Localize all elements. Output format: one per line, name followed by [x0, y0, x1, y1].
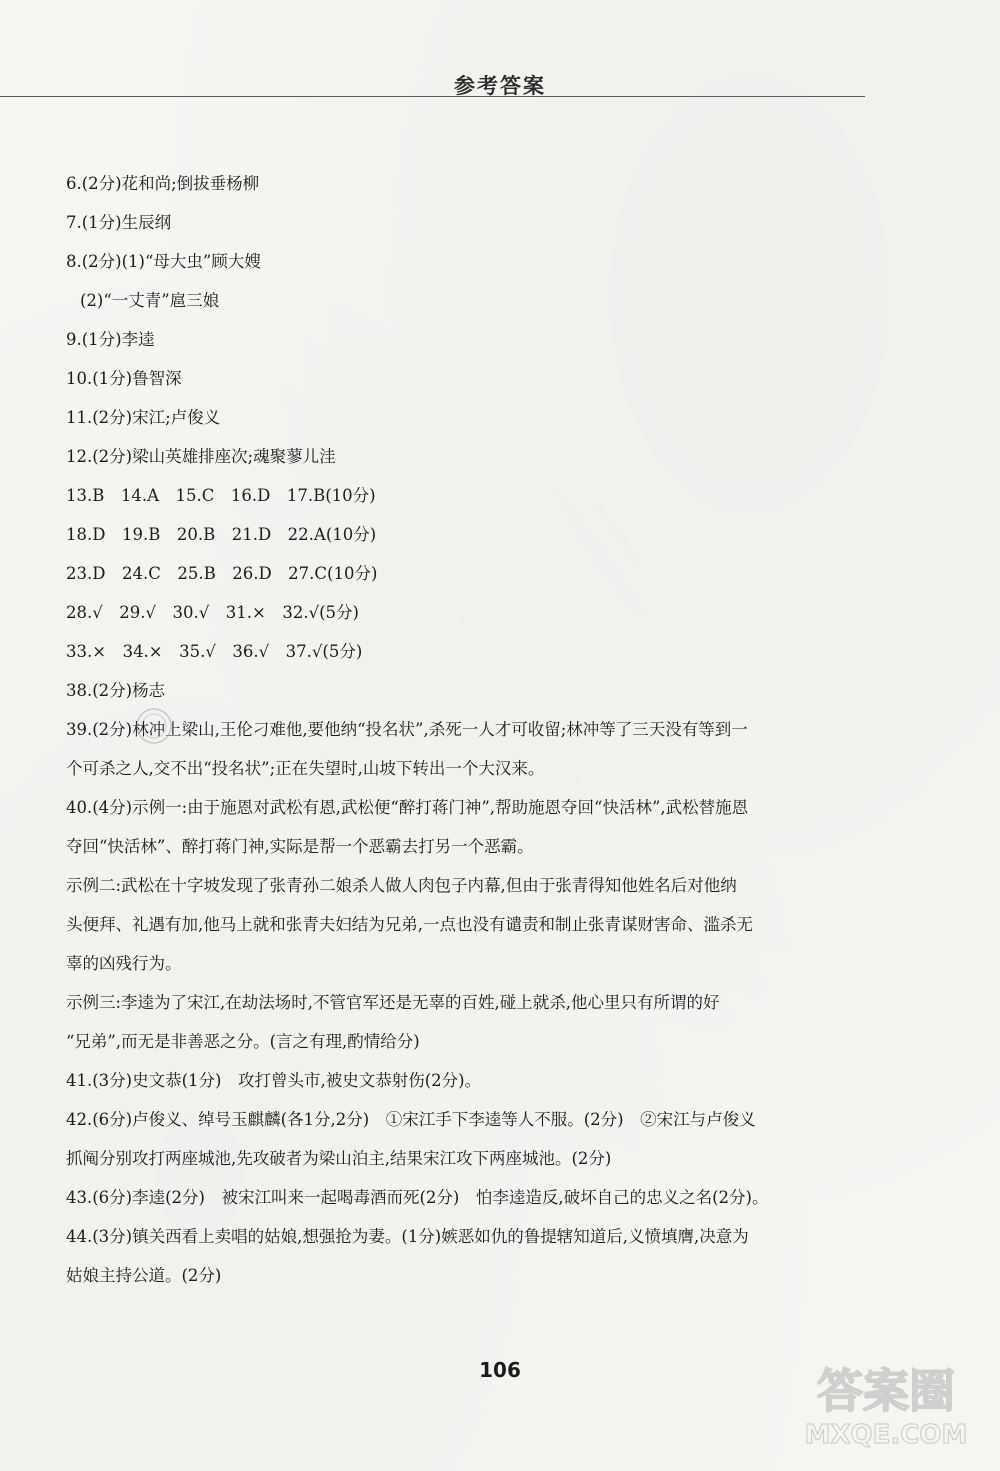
- answer-line: 13.B 14.A 15.C 16.D 17.B(10分): [66, 486, 376, 505]
- answer-line: 44.(3分)镇关西看上卖唱的姑娘,想强抢为妻。(1分)嫉恶如仇的鲁提辖知道后,义愤填膺,决意为: [66, 1227, 749, 1246]
- watermark-cn-text: 答案圈: [817, 1364, 955, 1418]
- answer-line: 12.(2分)梁山英雄排座次;魂聚蓼儿洼: [66, 447, 336, 466]
- answer-line: 41.(3分)史文恭(1分) 攻打曾头市,被史文恭射伤(2分)。: [66, 1071, 482, 1090]
- answer-line: 示例二:武松在十字坡发现了张青孙二娘杀人做人肉包子内幕,但由于张青得知他姓名后对他纳: [66, 876, 737, 895]
- answer-line: 11.(2分)宋江;卢俊义: [66, 408, 221, 427]
- answer-line: 28.√ 29.√ 30.√ 31.× 32.√(5分): [66, 603, 359, 622]
- answer-line: 8.(2分)(1)“母大虫”顾大嫂: [66, 252, 261, 271]
- answer-line: 头便拜、礼遇有加,他马上就和张青夫妇结为兄弟,一点也没有谴责和制止张青谋财害命、滥杀无: [66, 915, 753, 934]
- answer-line: 38.(2分)杨志: [66, 681, 166, 700]
- answer-line: “兄弟”,而无是非善恶之分。(言之有理,酌情给分): [66, 1032, 420, 1051]
- answer-line: 7.(1分)生辰纲: [66, 213, 172, 232]
- answer-line: 个可杀之人,交不出“投名状”;正在失望时,山坡下转出一个大汉来。: [66, 759, 545, 778]
- answer-line: 示例三:李逵为了宋江,在劫法场时,不管官军还是无辜的百姓,碰上就杀,他心里只有所谓的好: [66, 993, 720, 1012]
- faint-stamp-icon: [134, 706, 174, 746]
- answer-line: 9.(1分)李逵: [66, 330, 155, 349]
- answer-line: 夺回“快活林”、醉打蒋门神,实际是帮一个恶霸去打另一个恶霸。: [66, 837, 534, 856]
- page-number: 106: [479, 1358, 521, 1382]
- answer-line: 39.(2分)林冲上梁山,王伦刁难他,要他纳“投名状”,杀死一人才可收留;林冲等了三天没有等到一: [66, 720, 748, 739]
- answer-line: 姑娘主持公道。(2分): [66, 1266, 222, 1285]
- answer-line: 10.(1分)鲁智深: [66, 369, 182, 388]
- answer-line: 6.(2分)花和尚;倒拔垂杨柳: [66, 174, 260, 193]
- answer-line: 40.(4分)示例一:由于施恩对武松有恩,武松便“醉打蒋门神”,帮助施恩夺回“快活林”,武松替施恩: [66, 798, 749, 817]
- answer-line: (2)“一丈青”扈三娘: [80, 291, 220, 310]
- site-watermark-logo: [786, 1345, 986, 1455]
- answer-line: 辜的凶残行为。: [66, 954, 182, 973]
- answer-line: 抓阄分别攻打两座城池,先攻破者为梁山泊主,结果宋江攻下两座城池。(2分): [66, 1149, 612, 1168]
- answer-content: [66, 164, 896, 1295]
- answer-line: 33.× 34.× 35.√ 36.√ 37.√(5分): [66, 642, 363, 661]
- answer-line: 42.(6分)卢俊义、绰号玉麒麟(各1分,2分) ①宋江手下李逵等人不服。(2分) ②宋江与卢俊义: [66, 1110, 756, 1129]
- header-rule: [0, 96, 865, 97]
- answer-line: 23.D 24.C 25.B 26.D 27.C(10分): [66, 564, 378, 583]
- answer-line: 43.(6分)李逵(2分) 被宋江叫来一起喝毒酒而死(2分) 怕李逵造反,破坏自己的忠义之名(2分)。: [66, 1188, 769, 1207]
- page-header-title: 参考答案: [454, 74, 546, 98]
- watermark-url-text: MXQE.COM: [804, 1420, 968, 1450]
- answer-line: 18.D 19.B 20.B 21.D 22.A(10分): [66, 525, 377, 544]
